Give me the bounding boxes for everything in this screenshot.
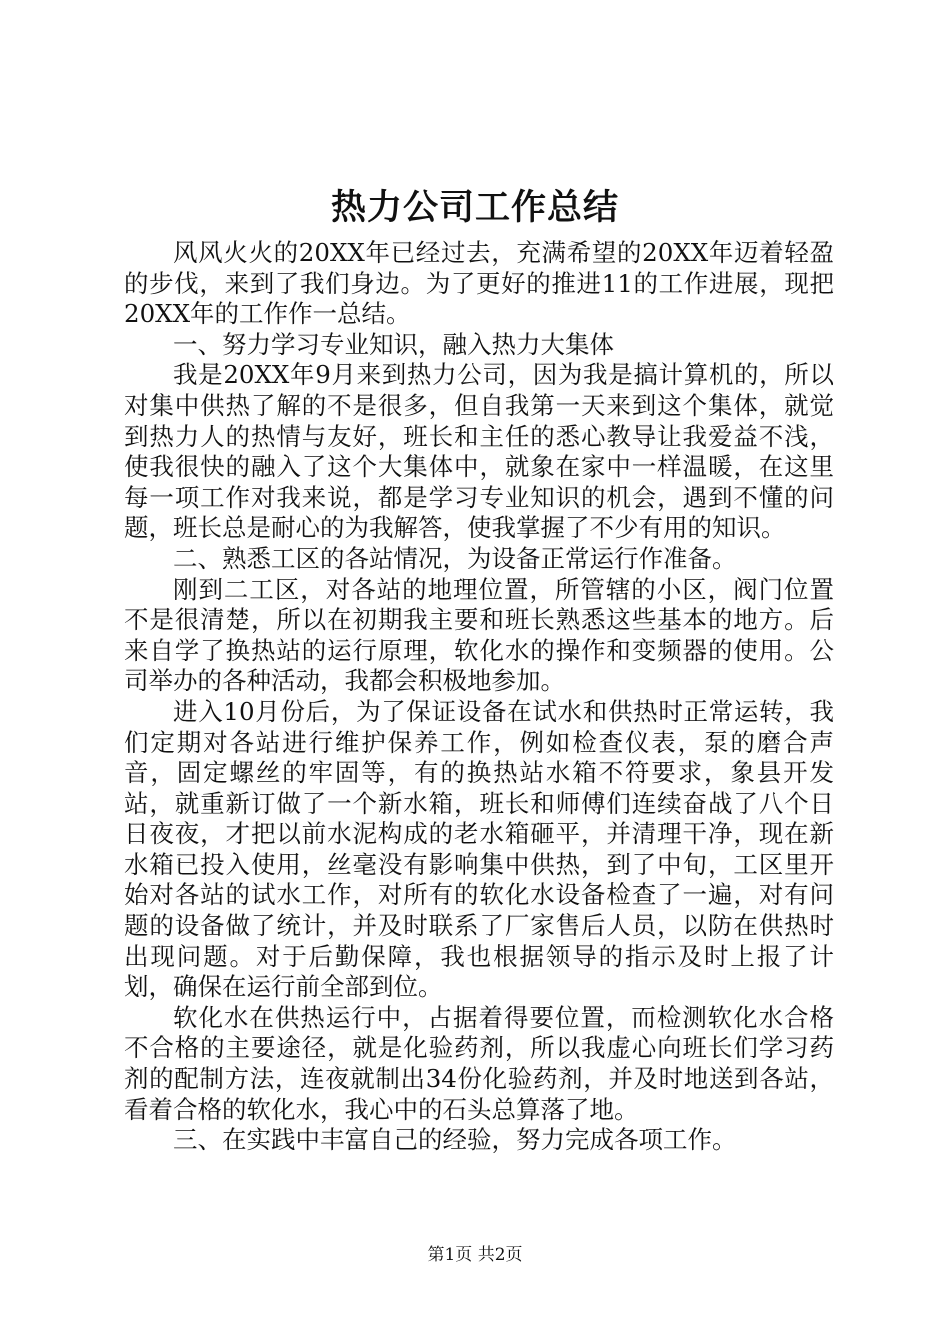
document-body [124, 238, 834, 1156]
section-heading-3: 三、在实践中丰富自己的经验，努力完成各项工作。 [173, 1125, 737, 1155]
paragraph-intro: 风风火火的20XX年已经过去，充满希望的20XX年迈着轻盈的步伐，来到了我们身边。为了更好的推进11的工作进展，现把20XX年的工作作一总结。 [124, 238, 834, 329]
paragraph-section-1: 我是20XX年9月来到热力公司，因为我是搞计算机的，所以对集中供热了解的不是很多，但自我第一天来到这个集体，就觉到热力人的热情与友好，班长和主任的悉心教导让我爱益不浅，使我很快的融入了这个大集体中，就象在家中一样温暖，在这里每一项工作对我来说，都是学习专业知识的机会，遇到不懂的问题，班长总是耐心的为我解答，使我掌握了不少有用的知识。 [124, 360, 834, 543]
paragraph-section-2b: 进入10月份后，为了保证设备在试水和供热时正常运转，我们定期对各站进行维护保养工作，例如检查仪表，泵的磨合声音，固定螺丝的牢固等，有的换热站水箱不符要求，象县开发站，就重新订做了一个新水箱，班长和师傅们连续奋战了八个日日夜夜，才把以前水泥构成的老水箱砸平，并清理干净，现在新水箱已投入使用，丝毫没有影响集中供热，到了中旬，工区里开始对各站的试水工作，对所有的软化水设备检查了一遍，对有问题的设备做了统计，并及时联系了厂家售后人员，以防在供热时出现问题。对于后勤保障，我也根据领导的指示及时上报了计划，确保在运行前全部到位。 [124, 696, 834, 1002]
paragraph-section-2a: 刚到二工区，对各站的地理位置，所管辖的小区，阀门位置不是很清楚，所以在初期我主要和班长熟悉这些基本的地方。后来自学了换热站的运行原理，软化水的操作和变频器的使用。公司举办的各种活动，我都会积极地参加。 [124, 574, 834, 696]
page-number-footer: 第1页 共2页 [427, 1245, 523, 1265]
section-heading-1: 一、努力学习专业知识，融入热力大集体 [173, 329, 614, 359]
section-heading-2: 二、熟悉工区的各站情况，为设备正常运行作准备。 [173, 543, 737, 573]
document-title: 热力公司工作总结 [330, 187, 619, 228]
paragraph-section-2c: 软化水在供热运行中，占据着得要位置，而检测软化水合格不合格的主要途径，就是化验药剂，所以我虚心向班长们学习药剂的配制方法，连夜就制出34份化验药剂，并及时地送到各站，看着合格的软化水，我心中的石头总算落了地。 [124, 1002, 834, 1124]
